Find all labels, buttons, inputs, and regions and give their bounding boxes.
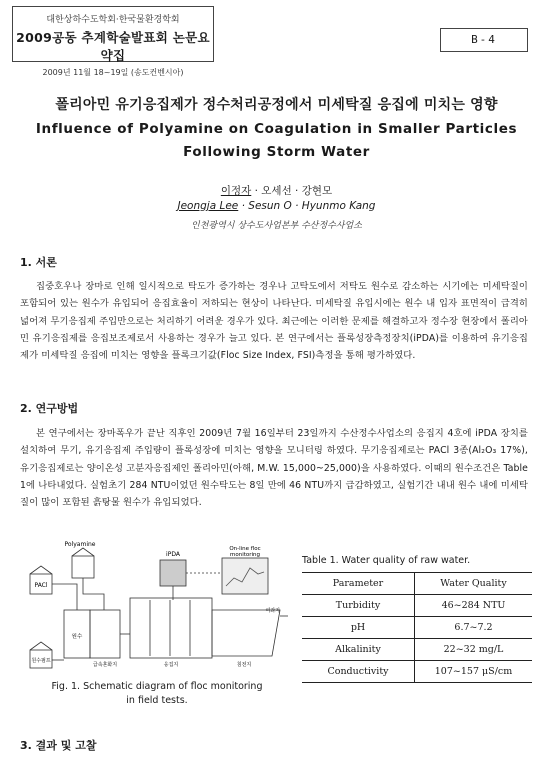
polyamine-label: Polyamine bbox=[64, 541, 96, 548]
outflow-label: 여과지 bbox=[265, 608, 280, 614]
results-heading: 3. 결과 및 고찰 bbox=[20, 739, 97, 752]
settling-basin bbox=[212, 610, 280, 656]
monitoring-label: monitoring bbox=[229, 552, 261, 558]
first-author-english: Jeongja Lee bbox=[177, 200, 239, 212]
pacl-label: PACl bbox=[34, 582, 48, 589]
flocculation-basin bbox=[130, 598, 212, 658]
intro-heading: 1. 서론 bbox=[20, 256, 57, 269]
rapid-mix-basin bbox=[90, 610, 120, 658]
conference-header-box bbox=[12, 6, 214, 77]
co-authors-english: · Sesun O · Hyunmo Kang bbox=[238, 200, 376, 212]
affiliation: 인천광역시 상수도사업본부 수산정수사업소 bbox=[191, 221, 362, 231]
methods-paragraph: 본 연구에서는 장마폭우가 끝난 직후인 2009년 7월 16일부터 23일까지 수산정수사업소의 응집지 4호에 iPDA 장치를 설치하여 무기, 유기응집제 주입량이 플록성장에 미치는 영향을 모니터링 하였다. 무기응집제로는 PACl 3종(Al₂O₃ 17%), 유기응집제로는 양이온성 고분자응집제인 폴리아민(아해, M.W. 15,000~25,000)을 사용하였다. 이때의 원수조건은 Table 1에 나타내었다. 실험초기 284 NTU이었던 원수탁도는 8일 만에 46 NTU까지 급감하였고, 실험기간 내내 원수 내에 미세탁질이 많이 포함된 흙탕물 원수가 유입되었다. bbox=[20, 428, 528, 509]
society-name: 대한상하수도학회·한국물환경학회 bbox=[46, 15, 180, 25]
methods-heading: 2. 연구방법 bbox=[20, 402, 79, 415]
title-english-line1: Influence of Polyamine on Coagulation in Smaller Particles bbox=[35, 121, 518, 137]
table-cell: pH bbox=[302, 617, 415, 639]
table-cell: 22~32 mg/L bbox=[443, 644, 504, 655]
table-row bbox=[302, 639, 532, 661]
figure-caption bbox=[22, 680, 292, 708]
title-english-line2: Following Storm Water bbox=[183, 144, 370, 160]
header-water-quality: Water Quality bbox=[440, 578, 507, 589]
water-quality-table bbox=[302, 572, 532, 683]
table-cell: Turbidity bbox=[302, 595, 415, 617]
table-row bbox=[302, 617, 532, 639]
table-cell: 46~284 NTU bbox=[441, 600, 506, 611]
title-korean: 폴리아민 유기응집제가 정수처리공정에서 미세탁질 응집에 미치는 영향 bbox=[55, 97, 498, 113]
intro-paragraph: 집중호우나 장마로 인해 일시적으로 탁도가 증가하는 경우나 고탁도에서 저탁도 원수로 감소하는 시기에는 미세탁질이 포함되어 있는 원수가 유입되어 응집효율이 저하되는 현상이 나타난다. 미세탁질 유입시에는 원수 내 입자 표면적이 급격히 넓어져 무기응집제 주입만으로는 처리하기 어려운 경우가 있다. 최근에는 이러한 문제를 해결하고자 정수장 현장에서 폴리아민 유기응집제를 응집보조제로서 사용하는 경우가 늘고 있다. 본 연구에서는 플록성장측정장치(iPDA)를 이용하여 유기응집제가 미세탁질 응집에 미치는 영향을 플록크기값(Floc Size Index, FSI)측정을 통해 평가하였다. bbox=[20, 281, 528, 362]
ipda-device bbox=[160, 560, 186, 586]
raw-water-label: 원수 bbox=[71, 634, 83, 640]
co-authors-korean: · 오세선 · 강현모 bbox=[251, 185, 333, 197]
online-label: On-line floc bbox=[229, 546, 261, 552]
first-author-korean: 이정자 bbox=[220, 185, 252, 197]
table-header-row bbox=[302, 573, 532, 595]
table-cell: Alkalinity bbox=[302, 639, 415, 661]
table-cell: Conductivity bbox=[302, 661, 415, 683]
header-parameter: Parameter bbox=[302, 573, 415, 595]
figure-caption-line1: Fig. 1. Schematic diagram of floc monitoring bbox=[51, 681, 263, 692]
table-cell: 6.7~7.2 bbox=[454, 622, 493, 633]
conference-name: 2009공동 추계학술발표회 논문요약집 bbox=[16, 30, 210, 63]
table-row bbox=[302, 661, 532, 683]
table-cell: 107~157 μS/cm bbox=[434, 666, 513, 677]
authors-english bbox=[0, 200, 553, 212]
authors-korean bbox=[0, 183, 553, 198]
pump-label: 원수펌프 bbox=[31, 658, 51, 664]
paper-code: B-4 bbox=[440, 28, 528, 52]
floc-monitoring-schematic bbox=[22, 538, 290, 678]
ipda-label: iPDA bbox=[166, 551, 180, 558]
rapid-mix-label: 급속혼화지 bbox=[92, 662, 118, 668]
settling-label: 침전지 bbox=[236, 662, 252, 668]
floc-basin-label: 응집지 bbox=[163, 662, 179, 668]
polyamine-tank bbox=[72, 556, 94, 578]
conference-dates: 2009년 11월 18~19일 (송도컨벤시아) bbox=[42, 68, 184, 77]
figure-caption-line2: in field tests. bbox=[126, 695, 188, 706]
table-caption: Table 1. Water quality of raw water. bbox=[302, 555, 471, 566]
table-row bbox=[302, 595, 532, 617]
